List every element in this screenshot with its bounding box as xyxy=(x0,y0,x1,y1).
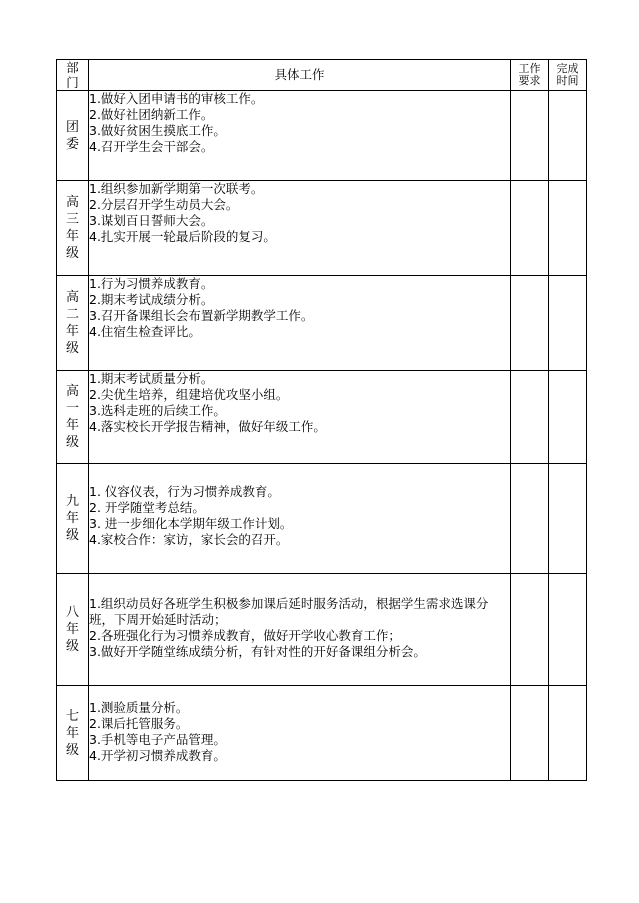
work-cell xyxy=(89,574,511,686)
requirement-cell xyxy=(511,686,549,781)
work-item: 1. 仪容仪表，行为习惯养成教育。 xyxy=(89,484,280,499)
work-item: 3.召开备课组长会布置新学期教学工作。 xyxy=(89,308,314,323)
table-row xyxy=(57,371,587,464)
work-item: 3. 进一步细化本学期年级工作计划。 xyxy=(89,516,293,531)
work-item: 4.开学初习惯养成教育。 xyxy=(89,748,226,763)
work-cell xyxy=(89,686,511,781)
work-cell xyxy=(89,371,511,464)
work-item: 1.做好入团申请书的审核工作。 xyxy=(89,91,264,106)
dept-cell: 七年级 xyxy=(57,686,89,781)
requirement-cell xyxy=(511,276,549,371)
dept-cell: 九年级 xyxy=(57,464,89,574)
dept-cell: 高二年级 xyxy=(57,276,89,371)
requirement-cell xyxy=(511,181,549,276)
header-done-time: 完成时间 xyxy=(549,60,587,91)
work-item: 4.扎实开展一轮最后阶段的复习。 xyxy=(89,229,276,244)
table-row xyxy=(57,91,587,181)
done-time-cell xyxy=(549,181,587,276)
work-item: 3.做好开学随堂练成绩分析，有针对性的开好备课组分析会。 xyxy=(89,644,426,659)
work-item: 2.课后托管服务。 xyxy=(89,716,189,731)
dept-cell: 高三年级 xyxy=(57,181,89,276)
table-row xyxy=(57,464,587,574)
work-item: 4.召开学生会干部会。 xyxy=(89,139,214,154)
work-item: 1.期末考试质量分析。 xyxy=(89,371,214,386)
work-item: 1.组织动员好各班学生积极参加课后延时服务活动，根据学生需求选课分班，下周开始延时活动； xyxy=(89,596,489,627)
work-item: 2. 开学随堂考总结。 xyxy=(89,500,205,515)
done-time-cell xyxy=(549,574,587,686)
table-header-row xyxy=(57,60,587,91)
header-requirement: 工作要求 xyxy=(511,60,549,91)
header-dept: 部门 xyxy=(57,60,89,91)
work-item: 2.各班强化行为习惯养成教育，做好开学收心教育工作； xyxy=(89,628,401,643)
done-time-cell xyxy=(549,686,587,781)
work-cell xyxy=(89,276,511,371)
dept-cell: 八年级 xyxy=(57,574,89,686)
work-item: 4.住宿生检查评比。 xyxy=(89,324,201,339)
work-item: 4.落实校长开学报告精神，做好年级工作。 xyxy=(89,419,326,434)
work-plan-table xyxy=(56,59,587,781)
work-item: 2.分层召开学生动员大会。 xyxy=(89,197,239,212)
work-item: 3.选科走班的后续工作。 xyxy=(89,403,226,418)
done-time-cell xyxy=(549,91,587,181)
table-row xyxy=(57,276,587,371)
work-item: 3.做好贫困生摸底工作。 xyxy=(89,123,226,138)
work-item: 1.测验质量分析。 xyxy=(89,700,189,715)
done-time-cell xyxy=(549,276,587,371)
done-time-cell xyxy=(549,464,587,574)
work-item: 3.谋划百日誓师大会。 xyxy=(89,213,214,228)
done-time-cell xyxy=(549,371,587,464)
work-item: 2.期末考试成绩分析。 xyxy=(89,292,214,307)
table-row xyxy=(57,686,587,781)
work-item: 4.家校合作：家访，家长会的召开。 xyxy=(89,532,289,547)
work-item: 1.行为习惯养成教育。 xyxy=(89,276,214,291)
requirement-cell xyxy=(511,464,549,574)
dept-cell: 团委 xyxy=(57,91,89,181)
requirement-cell xyxy=(511,574,549,686)
work-item: 3.手机等电子产品管理。 xyxy=(89,732,226,747)
work-item: 2.尖优生培养，组建培优攻坚小组。 xyxy=(89,387,289,402)
work-cell xyxy=(89,91,511,181)
table-row xyxy=(57,574,587,686)
requirement-cell xyxy=(511,91,549,181)
requirement-cell xyxy=(511,371,549,464)
work-cell xyxy=(89,464,511,574)
header-work: 具体工作 xyxy=(89,60,511,91)
work-item: 1.组织参加新学期第一次联考。 xyxy=(89,181,264,196)
work-item: 2.做好社团纳新工作。 xyxy=(89,107,214,122)
dept-cell: 高一年级 xyxy=(57,371,89,464)
table-row xyxy=(57,181,587,276)
work-cell xyxy=(89,181,511,276)
